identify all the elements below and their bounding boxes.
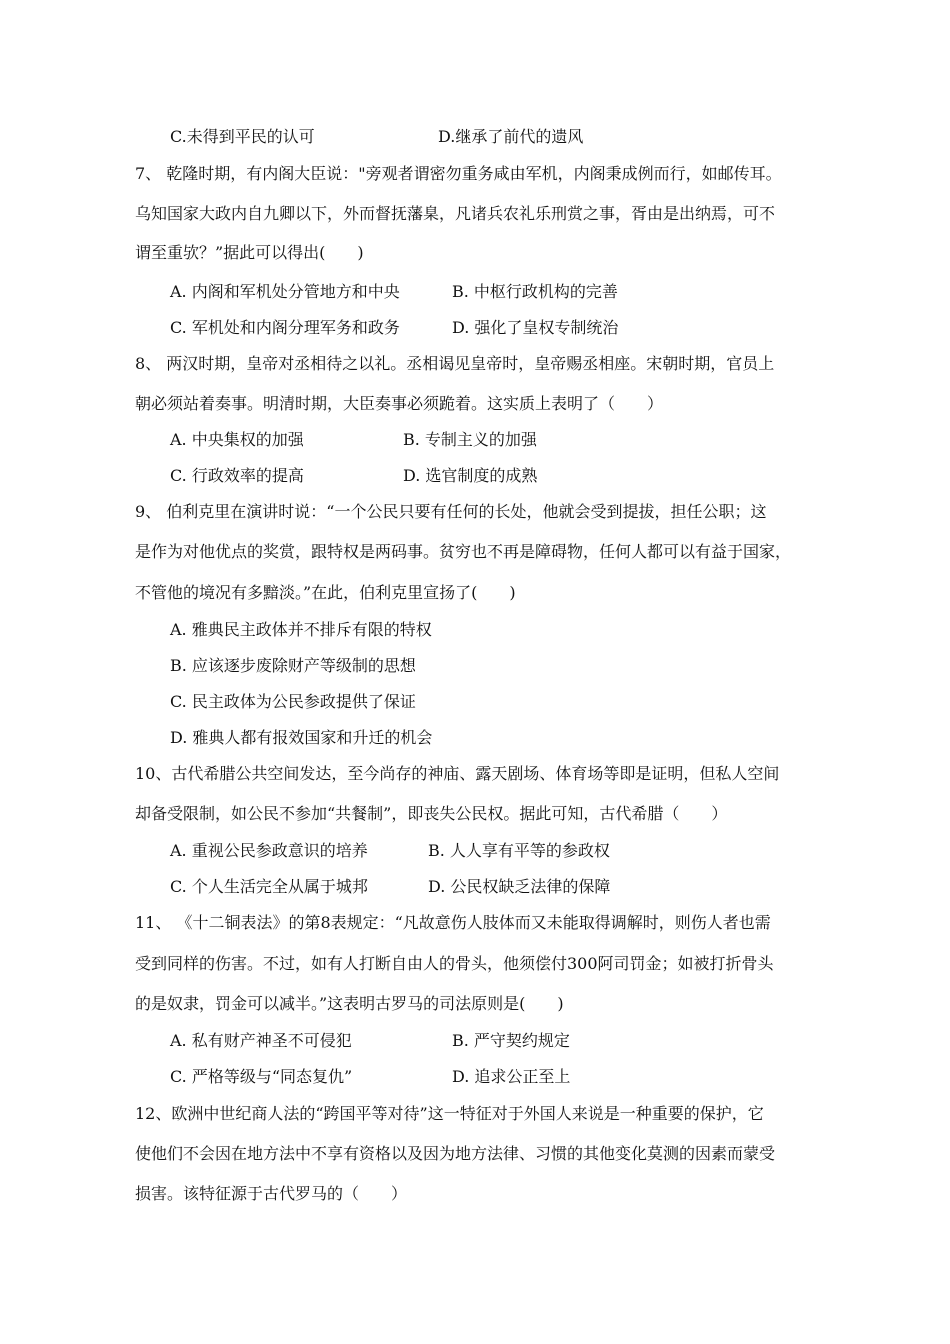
q11-option-a: A. 私有财产神圣不可侵犯 [170, 1031, 352, 1050]
q11-stem-line-2: 受到同样的伤害。不过，如有人打断自由人的骨头，他须偿付300阿司罚金；如被打折骨头 [135, 954, 774, 973]
q6-option-c: C.未得到平民的认可 [170, 127, 315, 146]
q11-option-c: C. 严格等级与“同态复仇” [170, 1067, 353, 1086]
q11-stem-line-3: 的是奴隶，罚金可以减半。”这表明古罗马的司法原则是( ) [135, 994, 564, 1013]
q9-option-d: D. 雅典人都有报效国家和升迁的机会 [170, 728, 433, 747]
q8-option-a: A. 中央集权的加强 [170, 430, 304, 449]
q11-option-b: B. 严守契约规定 [452, 1031, 570, 1050]
q7-stem-line-2: 乌知国家大政内自九卿以下，外而督抚藩臬，凡诸兵农礼乐刑赏之事，胥由是出纳焉，可不 [135, 204, 776, 223]
q7-option-b: B. 中枢行政机构的完善 [452, 282, 618, 301]
q7-stem-line-1: 7、 乾隆时期，有内阁大臣说："旁观者谓密勿重务咸由军机，内阁秉成例而行，如邮传耳。 [135, 164, 782, 183]
q9-stem-line-2: 是作为对他优点的奖赏，跟特权是两码事。贫穷也不再是障碍物，任何人都可以有益于国家， [135, 542, 792, 561]
q10-stem-line-1: 10、古代希腊公共空间发达，至今尚存的神庙、露天剧场、体育场等即是证明，但私人空间 [135, 764, 780, 783]
q8-option-d: D. 选官制度的成熟 [403, 466, 538, 485]
q11-option-d: D. 追求公正至上 [452, 1067, 571, 1086]
q9-option-c: C. 民主政体为公民参政提供了保证 [170, 692, 416, 711]
q9-stem-line-3: 不管他的境况有多黯淡。”在此，伯利克里宣扬了( ) [135, 583, 516, 602]
q11-stem-line-1: 11、 《十二铜表法》的第8表规定：“凡故意伤人肢体而又未能取得调解时，则伤人者也需 [135, 913, 771, 932]
q8-option-b: B. 专制主义的加强 [403, 430, 537, 449]
q6-option-d: D.继承了前代的遗风 [438, 127, 584, 146]
q7-option-d: D. 强化了皇权专制统治 [452, 318, 619, 337]
q9-stem-line-1: 9、 伯利克里在演讲时说：“一个公民只要有任何的长处，他就会受到提拔，担任公职；这 [135, 502, 767, 521]
q8-stem-line-2: 朝必须站着奏事。明清时期，大臣奏事必须跪着。这实质上表明了（ ） [135, 394, 664, 413]
q10-option-c: C. 个人生活完全从属于城邦 [170, 877, 368, 896]
q12-stem-line-3: 损害。该特征源于古代罗马的（ ） [135, 1184, 408, 1203]
q7-stem-line-3: 谓至重欤？”据此可以得出( ) [135, 243, 364, 262]
q7-option-a: A. 内阁和军机处分管地方和中央 [170, 282, 400, 301]
q10-option-a: A. 重视公民参政意识的培养 [170, 841, 368, 860]
q7-option-c: C. 军机处和内阁分理军务和政务 [170, 318, 400, 337]
q8-stem-line-1: 8、 两汉时期，皇帝对丞相待之以礼。丞相谒见皇帝时，皇帝赐丞相座。宋朝时期，官员上 [135, 354, 775, 373]
q9-option-a: A. 雅典民主政体并不排斥有限的特权 [170, 620, 432, 639]
q10-stem-line-2: 却备受限制，如公民不参加“共餐制”，即丧失公民权。据此可知，古代希腊（ ） [135, 804, 728, 823]
q12-stem-line-1: 12、欧洲中世纪商人法的“跨国平等对待”这一特征对于外国人来说是一种重要的保护，它 [135, 1104, 764, 1123]
q8-option-c: C. 行政效率的提高 [170, 466, 304, 485]
q9-option-b: B. 应该逐步废除财产等级制的思想 [170, 656, 416, 675]
q12-stem-line-2: 使他们不会因在地方法中不享有资格以及因为地方法律、习惯的其他变化莫测的因素而蒙受 [135, 1144, 776, 1163]
q10-option-d: D. 公民权缺乏法律的保障 [428, 877, 611, 896]
q10-option-b: B. 人人享有平等的参政权 [428, 841, 610, 860]
